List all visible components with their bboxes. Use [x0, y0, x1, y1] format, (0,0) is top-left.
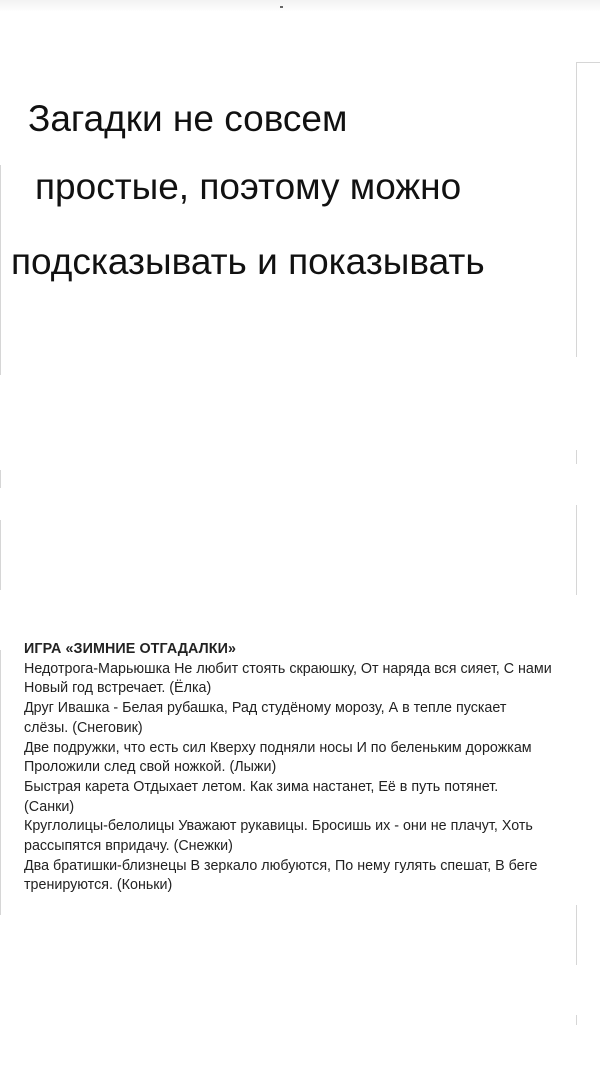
page-edge-left: [0, 650, 1, 915]
scan-dot: [280, 6, 283, 8]
riddle-item: Две подружки, что есть сил Кверху подняли носы И по беленьким дорожкам Проложили след свой ножкой. (Лыжи): [24, 739, 532, 776]
page-edge-left: [0, 520, 1, 590]
page-edge-left: [0, 165, 1, 375]
riddle-item: Быстрая карета Отдыхает летом. Как зима настанет, Её в путь потянет. (Санки): [24, 778, 499, 815]
page-edge-right: [576, 905, 577, 965]
riddle-item: Два братишки-близнецы В зеркало любуются, По нему гулять спешат, В беге тренируются. (Коньки): [24, 857, 538, 894]
game-section: [24, 640, 552, 896]
game-title: ИГРА «ЗИМНИЕ ОТГАДАЛКИ»: [24, 641, 237, 657]
page-edge-mark: [576, 62, 600, 63]
riddle-item: Друг Ивашка - Белая рубашка, Рад студёному морозу, А в тепле пускает слёзы. (Снеговик): [24, 700, 507, 736]
heading-line-2: простые, поэтому можно: [35, 166, 462, 207]
heading-line-1: Загадки не совсем: [28, 98, 348, 139]
page-edge-right: [576, 450, 577, 464]
riddle-item: Круглолицы-белолицы Уважают рукавицы. Бросишь их - они не плачут, Хоть рассыпятся впридачу. (Снежки): [24, 818, 533, 855]
page-edge-right: [576, 62, 577, 357]
page-edge-right: [576, 1015, 577, 1025]
page-edge-right: [576, 505, 577, 595]
riddle-item: Недотрога-Марьюшка Не любит стоять скраюшку, От наряда вся сияет, С нами Новый год встречает. (Ёлка): [24, 660, 552, 697]
page-edge-left: [0, 470, 1, 488]
top-scan-shade: [0, 0, 600, 12]
heading-line-3: подсказывать и показывать: [11, 241, 485, 282]
